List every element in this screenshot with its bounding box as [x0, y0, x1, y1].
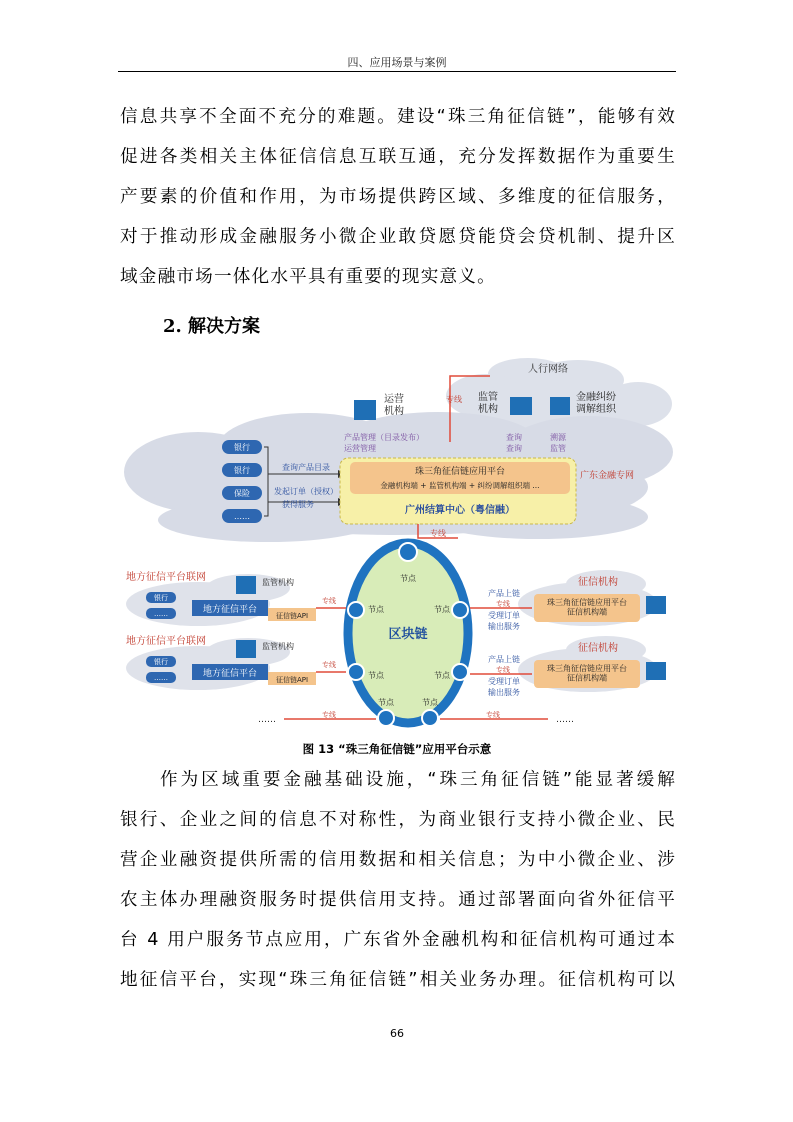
initiate-apply-label: 发起订单（授权）: [274, 487, 338, 496]
architecture-figure: [118, 352, 678, 737]
node-circle: [452, 664, 468, 680]
supervisor-org-label: 监管机构: [478, 392, 498, 415]
dedicated-line-label: 专线: [446, 395, 462, 404]
node-label: 节点: [434, 671, 450, 680]
credit-person-icon-2: [646, 662, 666, 680]
dispute-person-icon: [550, 397, 570, 415]
output-service-1: 输出服务: [488, 622, 520, 631]
more-small-label: ……: [154, 674, 168, 682]
product-listing-1: 产品上链: [488, 589, 520, 598]
node-circle: [378, 710, 394, 726]
node-label: 节点: [368, 605, 384, 614]
audit-label: 监管: [550, 444, 566, 453]
supervisor-small-label-1: 监管机构: [262, 578, 294, 587]
dedicated-line-bottom-right: 专线: [486, 711, 500, 719]
more-label: ……: [234, 512, 250, 521]
dedicated-line-bottom-left: 专线: [322, 711, 336, 719]
paragraph-line: 作为区域重要金融基础设施，“珠三角征信链”能显著缓解: [160, 770, 676, 790]
trace-label: 溯源: [550, 433, 566, 442]
paragraph-1: [120, 97, 676, 297]
chain-platform-1-label: 珠三角征信链应用平台征信机构端: [547, 598, 627, 617]
api-1-label: 征信链API: [275, 612, 309, 620]
credit-agency-1-label: 征信机构: [578, 577, 618, 588]
ops-mgmt-label: 运营管理: [344, 444, 376, 453]
paragraph-line: 农主体办理融资服务时提供信用支持。通过部署面向省外征信平: [120, 890, 676, 910]
pboc-network-label: 人行网络: [528, 364, 568, 375]
get-service-label: 获得服务: [282, 500, 314, 509]
order-accept-1: 受理订单: [488, 611, 520, 620]
node-label: 节点: [368, 671, 384, 680]
node-label: 节点: [400, 574, 416, 583]
chain-platform-2-label: 珠三角征信链应用平台征信机构端: [547, 664, 627, 683]
blockchain-label: 区块链: [388, 627, 428, 642]
bank-small-label: 银行: [154, 594, 168, 602]
local-network-1-label: 地方征信平台联网: [126, 572, 206, 583]
paragraph-line: 产要素的价值和作用，为市场提供跨区域、多维度的征信服务，: [120, 187, 676, 207]
bank-2-label: 银行: [234, 466, 250, 475]
node-circle: [452, 602, 468, 618]
local-platform-2-label: 地方征信平台: [202, 669, 258, 679]
node-circle: [348, 664, 364, 680]
insurance-label: 保险: [234, 489, 250, 498]
node-circle: [399, 543, 417, 561]
dedicated-line-top-label: 专线: [430, 529, 446, 538]
app-platform-terminals: 金融机构端 + 监管机构端 + 纠纷调解组织端 ...: [380, 481, 540, 490]
credit-person-icon-1: [646, 596, 666, 614]
operator-person-icon: [354, 400, 376, 420]
paragraph-line: 台 4 用户服务节点应用，广东省外金融机构和征信机构可通过本: [120, 930, 676, 950]
supervisor-person-icon: [510, 397, 532, 415]
dedicated-line-right-2: 专线: [496, 666, 510, 674]
ellipsis-left: ……: [258, 715, 276, 725]
credit-agency-2-label: 征信机构: [578, 643, 618, 654]
paragraph-line: 信息共享不全面不充分的难题。建设“珠三角征信链”，能够有效: [120, 107, 676, 127]
figure-caption: 图 13 “珠三角征信链”应用平台示意: [302, 742, 492, 756]
paragraph-line: 促进各类相关主体征信信息互联互通，充分发挥数据作为重要生: [120, 147, 676, 167]
query2-label: 查询: [506, 444, 522, 453]
output-service-2: 输出服务: [488, 688, 520, 697]
local-network-2-label: 地方征信平台联网: [126, 636, 206, 647]
supervisor-small-label-2: 监管机构: [262, 642, 294, 651]
product-listing-2: 产品上链: [488, 655, 520, 664]
dedicated-line-left-1: 专线: [322, 597, 336, 605]
paragraph-line: 对于推动形成金融服务小微企业敢贷愿贷能贷会贷机制、提升区: [120, 227, 676, 247]
node-label: 节点: [422, 698, 438, 707]
paragraph-line: 域金融市场一体化水平具有重要的现实意义。: [120, 267, 496, 287]
header-rule: [118, 71, 676, 72]
supervisor-small-icon-1: [236, 576, 256, 594]
gd-finance-network-label: 广东金融专网: [580, 471, 635, 481]
supervisor-small-icon-2: [236, 640, 256, 658]
dedicated-line-right-1: 专线: [496, 600, 510, 608]
order-accept-2: 受理订单: [488, 677, 520, 686]
product-mgmt-label: 产品管理（目录发布）: [344, 433, 424, 442]
running-header: 四、应用场景与案例: [347, 56, 447, 69]
node-circle: [348, 602, 364, 618]
paragraph-line: 营企业融资提供所需的信用数据和相关信息；为中小微企业、涉: [120, 850, 676, 870]
node-label: 节点: [378, 698, 394, 707]
query-catalog-label: 查询产品目录: [282, 463, 330, 472]
bank-1-label: 银行: [234, 443, 250, 452]
query-label: 查询: [506, 433, 522, 442]
bank-small-label: 银行: [154, 658, 168, 666]
dispute-org-label: 金融纠纷调解组织: [576, 392, 616, 415]
local-platform-1-label: 地方征信平台: [202, 605, 258, 615]
api-2-label: 征信链API: [275, 676, 309, 684]
node-label: 节点: [434, 605, 450, 614]
section-heading: 2. 解决方案: [163, 316, 261, 337]
settlement-center-label: 广州结算中心（粤信融）: [405, 505, 515, 516]
paragraph-line: 银行、企业之间的信息不对称性，为商业银行支持小微企业、民: [120, 810, 676, 830]
paragraph-2: [120, 760, 676, 1000]
paragraph-line: 地征信平台，实现“珠三角征信链”相关业务办理。征信机构可以: [120, 970, 676, 990]
ellipsis-right: ……: [556, 715, 574, 725]
node-circle: [422, 710, 438, 726]
more-small-label: ……: [154, 610, 168, 618]
app-platform-title: 珠三角征信链应用平台: [414, 467, 506, 477]
operator-org-label: 运营机构: [384, 394, 404, 417]
dedicated-line-left-2: 专线: [322, 661, 336, 669]
page-number: 66: [390, 1027, 404, 1040]
